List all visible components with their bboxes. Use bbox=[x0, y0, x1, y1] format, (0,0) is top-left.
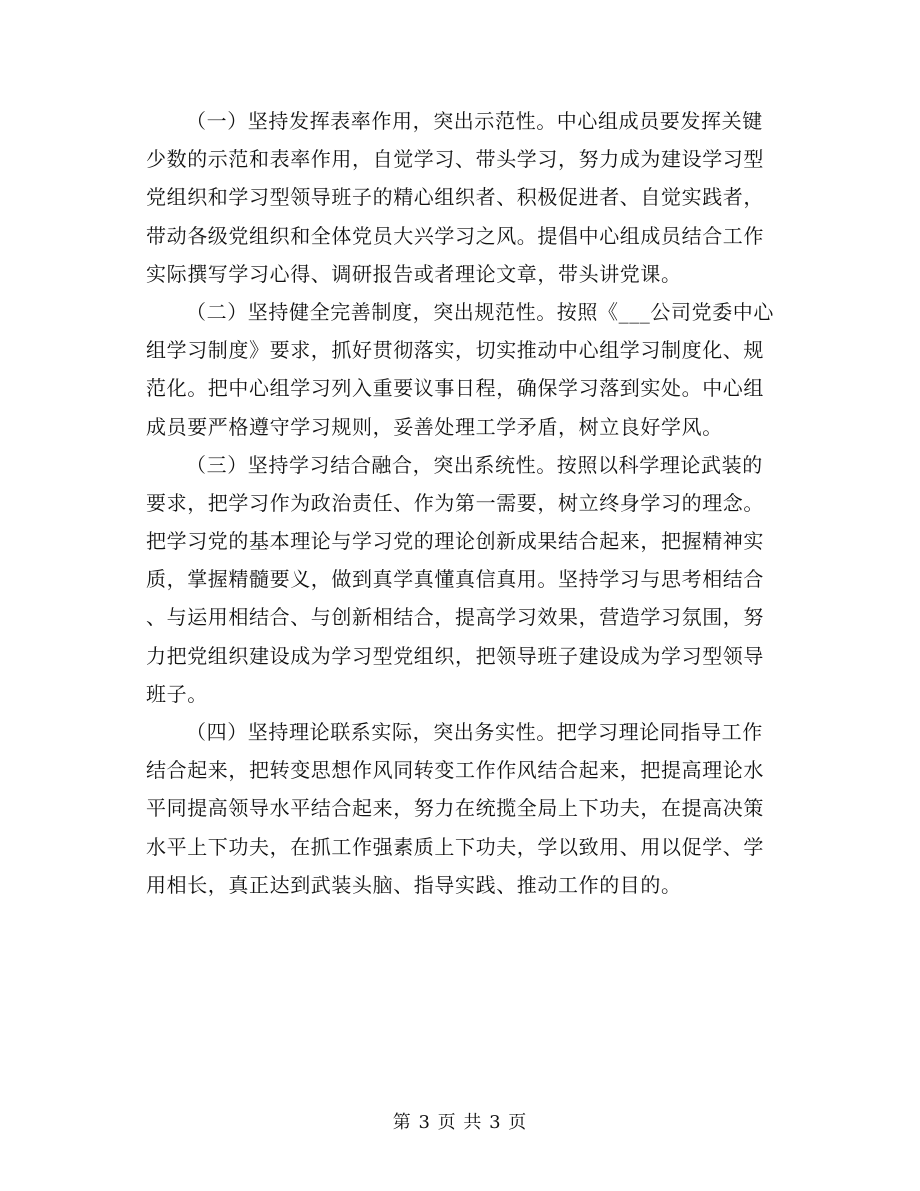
paragraph-3-line-7: 班子。 bbox=[146, 681, 208, 706]
paragraph-2-line-4: 成员要严格遵守学习规则，妥善处理工学矛盾，树立良好学风。 bbox=[146, 414, 723, 439]
paragraph-3-line-1: （三）坚持学习结合融合，突出系统性。按照以科学理论武装的 bbox=[186, 452, 763, 477]
paragraph-2-line-3: 范化。把中心组学习列入重要议事日程，确保学习落到实处。中心组 bbox=[146, 376, 764, 401]
paragraph-4-line-5: 用相长，真正达到武装头脑、指导实践、推动工作的目的。 bbox=[146, 872, 682, 897]
paragraph-3-line-4: 质，掌握精髓要义，做到真学真懂真信真用。坚持学习与思考相结合 bbox=[146, 567, 764, 592]
paragraph-4-line-2: 结合起来，把转变思想作风同转变工作作风结合起来，把提高理论水 bbox=[146, 758, 764, 783]
paragraph-3-line-3: 把学习党的基本理论与学习党的理论创新成果结合起来，把握精神实 bbox=[146, 529, 764, 554]
paragraph-1-line-4: 带动各级党组织和全体党员大兴学习之风。提倡中心组成员结合工作 bbox=[146, 223, 764, 248]
document-body bbox=[146, 102, 786, 904]
paragraph-4-line-3: 平同提高领导水平结合起来，努力在统揽全局上下功夫，在提高决策 bbox=[146, 796, 764, 821]
paragraph-2-line-1: （二）坚持健全完善制度，突出规范性。按照《___公司党委中心 bbox=[186, 299, 774, 324]
page-number-footer: 第 3 页 共 3 页 bbox=[392, 1112, 528, 1133]
paragraph-3-line-2: 要求，把学习作为政治责任、作为第一需要，树立终身学习的理念。 bbox=[146, 490, 764, 515]
paragraph-1-line-1: （一）坚持发挥表率作用，突出示范性。中心组成员要发挥关键 bbox=[186, 109, 763, 133]
paragraph-4-line-1: （四）坚持理论联系实际，突出务实性。把学习理论同指导工作 bbox=[186, 720, 763, 744]
paragraph-3-line-6: 力把党组织建设成为学习型党组织，把领导班子建设成为学习型领导 bbox=[146, 643, 764, 668]
paragraph-1-line-3: 党组织和学习型领导班子的精心组织者、积极促进者、自觉实践者， bbox=[146, 185, 764, 210]
paragraph-4-line-4: 水平上下功夫，在抓工作强素质上下功夫，学以致用、用以促学、学 bbox=[146, 834, 764, 859]
paragraph-1-line-2: 少数的示范和表率作用，自觉学习、带头学习，努力成为建设学习型 bbox=[146, 147, 764, 172]
paragraph-3-line-5: 、与运用相结合、与创新相结合，提高学习效果，营造学习氛围，努 bbox=[146, 605, 764, 630]
paragraph-1-line-5: 实际撰写学习心得、调研报告或者理论文章，带头讲党课。 bbox=[146, 261, 682, 286]
paragraph-2-line-2: 组学习制度》要求，抓好贯彻落实，切实推动中心组学习制度化、规 bbox=[146, 338, 764, 363]
